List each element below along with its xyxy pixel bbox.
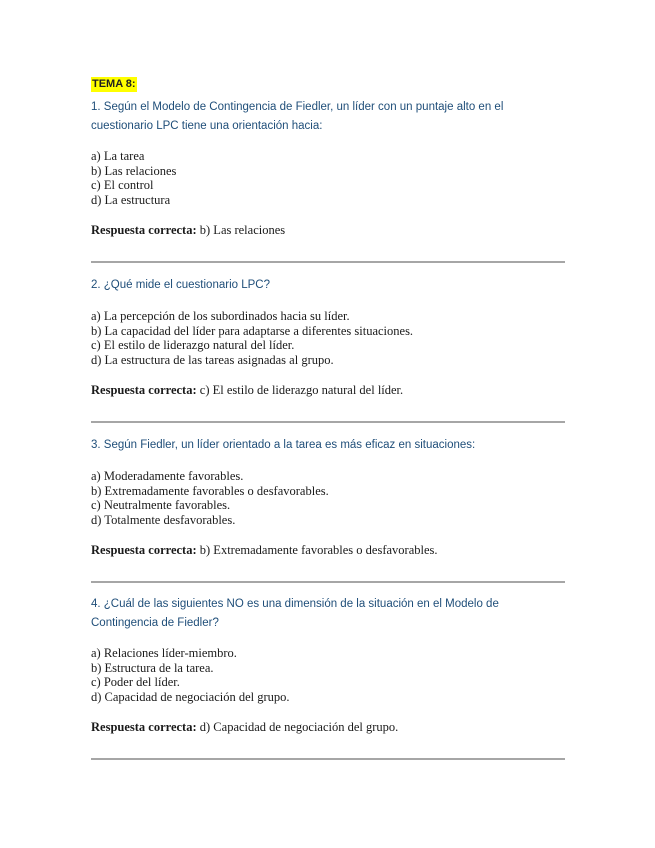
options-list-3 — [91, 469, 566, 527]
topic-label: TEMA 8: — [92, 78, 136, 90]
option-item: d) La estructura de las tareas asignadas al grupo. — [91, 352, 334, 367]
option-item: c) Neutralmente favorables. — [91, 498, 231, 513]
options-list-2 — [91, 309, 566, 367]
answer-label: Respuesta correcta: — [91, 223, 197, 237]
divider-1 — [91, 261, 566, 263]
answer-label: Respuesta correcta: — [91, 720, 197, 734]
option-item: d) Capacidad de negociación del grupo. — [91, 689, 290, 704]
question-text: 1. Según el Modelo de Contingencia de Fiedler, un líder con un puntaje alto en el cuestionario LPC tiene una orientación hacia: — [91, 101, 504, 132]
divider-3 — [91, 581, 566, 583]
option-item: a) La percepción de los subordinados hacia su líder. — [91, 309, 350, 323]
answer-label: Respuesta correcta: — [91, 543, 197, 557]
option-item: d) La estructura — [91, 192, 171, 207]
option-item: b) Las relaciones — [91, 163, 177, 178]
answer-text: c) El estilo de liderazgo natural del líder. — [199, 383, 404, 397]
option-item: a) Moderadamente favorables. — [91, 469, 244, 483]
answer-3 — [91, 543, 566, 558]
question-text: 3. Según Fiedler, un líder orientado a la tarea es más eficaz en situaciones: — [91, 439, 476, 451]
answer-text: d) Capacidad de negociación del grupo. — [199, 720, 399, 734]
option-item: a) La tarea — [91, 149, 145, 163]
option-item: b) La capacidad del líder para adaptarse a diferentes situaciones. — [91, 323, 414, 338]
option-item: a) Relaciones líder-miembro. — [91, 646, 237, 660]
question-block-1 — [91, 98, 566, 136]
answer-4 — [91, 720, 566, 735]
divider-4 — [91, 758, 566, 760]
question-text: 2. ¿Qué mide el cuestionario LPC? — [91, 279, 270, 291]
option-item: b) Extremadamente favorables o desfavorables. — [91, 483, 329, 498]
question-text: 4. ¿Cuál de las siguientes NO es una dimensión de la situación en el Modelo de Contingencia de Fiedler? — [91, 598, 499, 629]
option-item: d) Totalmente desfavorables. — [91, 512, 236, 527]
topic-header — [91, 74, 566, 92]
answer-1 — [91, 223, 566, 238]
option-item: c) El estilo de liderazgo natural del líder. — [91, 338, 295, 353]
option-item: c) Poder del líder. — [91, 675, 180, 690]
option-item: b) Estructura de la tarea. — [91, 660, 214, 675]
options-list-1 — [91, 149, 566, 207]
answer-2 — [91, 383, 566, 398]
option-item: c) El control — [91, 178, 154, 193]
divider-2 — [91, 421, 566, 423]
answer-text: b) Extremadamente favorables o desfavorables. — [199, 543, 438, 557]
answer-text: b) Las relaciones — [199, 223, 286, 237]
answer-label: Respuesta correcta: — [91, 383, 197, 397]
options-list-4 — [91, 646, 566, 704]
question-block-3 — [91, 436, 566, 455]
question-block-4 — [91, 595, 566, 633]
question-block-2 — [91, 276, 566, 295]
